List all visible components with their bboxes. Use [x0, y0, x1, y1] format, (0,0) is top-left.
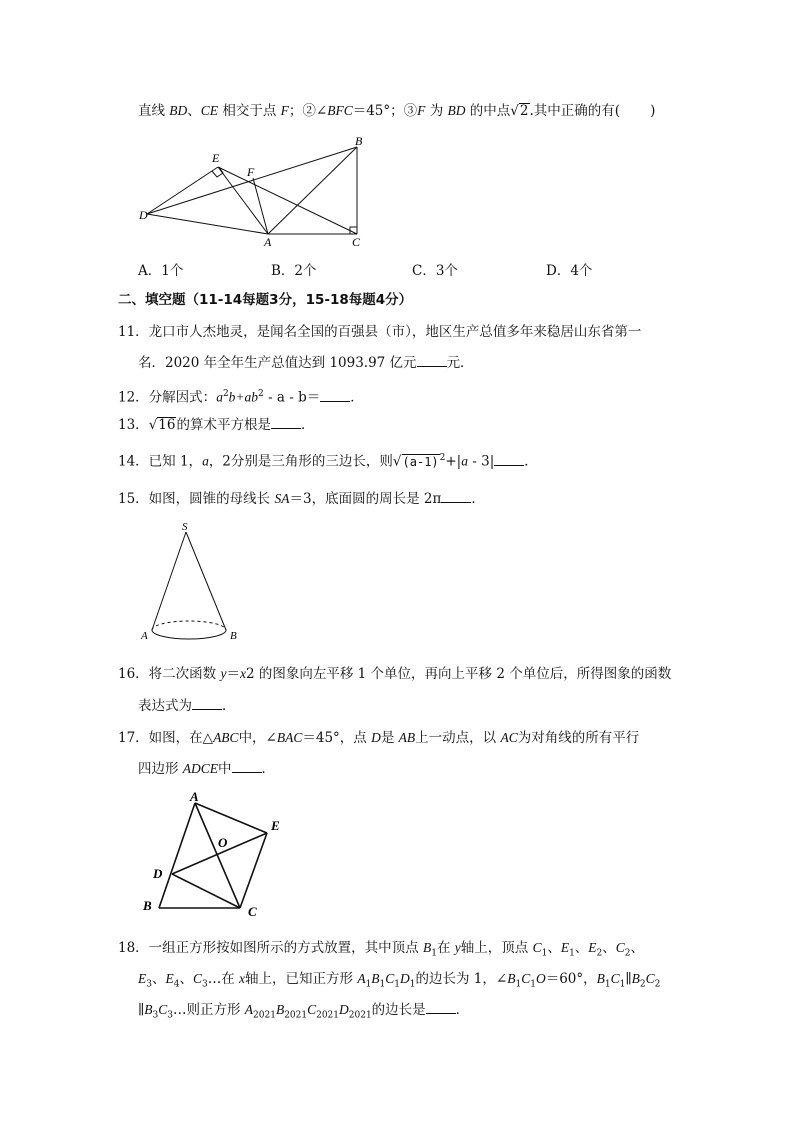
option-d: D．4个 [546, 263, 593, 279]
text: 的边长是 [371, 1002, 426, 1018]
q11-line2 [138, 354, 474, 372]
text: 17．如图，在△ [118, 730, 214, 746]
var: x [239, 666, 246, 681]
sub: 1 [619, 979, 626, 990]
text: 2 的图象向左平移 1 个单位，再向上平移 2 个单位后，所得图象的函数 [245, 666, 672, 682]
sub: 1 [604, 979, 611, 990]
answer-blank [426, 1001, 456, 1014]
text: ． [300, 417, 315, 433]
text: 名．2020 年全年生产总值达到 1093.97 亿元 [138, 355, 417, 371]
sub: 1 [569, 948, 575, 959]
text: 上一动点，以 [415, 730, 501, 746]
var: C [645, 971, 655, 986]
label-s: S [182, 521, 188, 533]
var: C [192, 971, 202, 986]
var: y [454, 940, 461, 955]
q17-line1 [118, 729, 639, 747]
text: ． [350, 389, 364, 406]
var: E [560, 940, 570, 955]
q10-statement-line: 直线 BD、CE 相交于点 F；②∠BFC＝45°；③F 为 BD 的中点√2.其中正确的有( ) [138, 103, 656, 119]
var-bd: BD [447, 103, 466, 118]
text: ) [650, 103, 656, 119]
text: 的边长为 1，∠ [415, 971, 508, 987]
text: 、 [187, 103, 201, 119]
text: …在 [207, 971, 240, 987]
text: 15．如图，圆锥的母线长 [118, 491, 275, 507]
option-c: C．3个 [412, 263, 458, 279]
label-b: B [230, 630, 237, 642]
text: 16．将二次函数 [118, 666, 221, 682]
sub: 2021 [348, 1010, 372, 1021]
text: +| [445, 453, 462, 470]
sub: 1 [365, 979, 372, 990]
sub: 2 [654, 979, 661, 990]
answer-blank [320, 389, 350, 402]
var: E [588, 940, 597, 955]
text: ＝3，底面圆的周长是 2π [289, 491, 442, 507]
var: SA [274, 491, 290, 506]
var: B [275, 1002, 285, 1017]
sub: 3 [167, 1010, 173, 1021]
label-b: B [355, 135, 363, 148]
var-f: F [280, 103, 289, 118]
text: 轴上，已知正方形 [245, 971, 358, 987]
text: 中 [218, 761, 232, 777]
var: ABC [213, 730, 239, 745]
text: 、 [602, 940, 616, 956]
text: 、 [179, 971, 193, 987]
q10-figure [135, 135, 375, 250]
text: 为对角线的所有平行 [517, 730, 640, 746]
sqrt-value: 16 [158, 417, 176, 433]
sub: 2 [596, 948, 603, 959]
text: ；②∠ [288, 103, 328, 119]
sub: 2021 [253, 1010, 276, 1021]
var-ce: CE [200, 103, 219, 118]
sub: 3 [152, 1010, 159, 1021]
q18-line3 [138, 1001, 469, 1025]
var: b+ab [228, 389, 259, 405]
section-heading: 二、填空题（11-14每题3分，15-18每题4分） [118, 292, 413, 308]
sub: 3 [201, 979, 208, 990]
var: B [422, 940, 432, 955]
text: ． [471, 491, 485, 507]
text: …则正方形 [172, 1002, 245, 1018]
var: A [244, 1002, 254, 1017]
var: y [220, 666, 227, 681]
exp: 2 [258, 389, 264, 399]
text: ＝60°， [545, 971, 597, 987]
text: 、 [630, 940, 645, 956]
text: 元． [446, 355, 474, 371]
label-a: A [141, 630, 148, 642]
sub: 1 [431, 948, 437, 959]
label-f: F [247, 165, 255, 179]
text: 14．已知 1， [118, 453, 203, 470]
answer-blank [441, 490, 471, 503]
label-a: A [264, 235, 272, 249]
text: ∥ [625, 971, 632, 987]
var: B [371, 971, 380, 986]
text: ＝ [226, 666, 240, 682]
var: D [371, 730, 381, 745]
text: - 3| [468, 453, 495, 470]
label-e: E [212, 151, 220, 165]
text: 表达式为 [138, 698, 192, 714]
sub: 2021 [284, 1010, 308, 1021]
var-f: F [417, 103, 426, 118]
label-c: C [352, 235, 361, 249]
sub: 1 [379, 979, 386, 990]
text: 是 [380, 730, 399, 746]
q17-line2 [138, 760, 275, 778]
text: 、 [547, 940, 561, 956]
text: .其中正确的有( [529, 103, 621, 119]
text: - a - b＝ [263, 389, 321, 406]
var: E [165, 971, 174, 986]
label-d: D [139, 208, 148, 222]
text: 为 [429, 103, 444, 119]
exp: 2 [439, 453, 446, 463]
answer-blank [232, 760, 262, 773]
text: 、 [574, 940, 589, 956]
var: a [461, 453, 468, 469]
var: AB [398, 730, 416, 745]
q14-line: 14．已知 1，a，2分别是三角形的三边长，则$√(a-1)^2+|a - 3|$ ． [118, 453, 538, 470]
text: ∥ [138, 1002, 145, 1018]
sub: 1 [515, 979, 522, 990]
sub: 2 [624, 948, 631, 959]
text: 的中点 [469, 103, 511, 119]
var: C [521, 971, 531, 986]
answer-blank [494, 453, 524, 466]
q12-line [118, 385, 364, 407]
sub: 1 [394, 979, 401, 990]
var: A [357, 971, 366, 986]
sub: 3 [146, 979, 152, 990]
q18-line2 [138, 970, 660, 994]
sub: 2021 [316, 1010, 340, 1021]
option-b: B．2个 [271, 263, 317, 279]
var: B [631, 971, 640, 986]
answer-blank [192, 697, 222, 710]
text: 13． [118, 417, 149, 433]
q16-line2 [138, 697, 236, 715]
q13-line: 13．√16的算术平方根是 ． [118, 417, 315, 433]
text: 轴上，顶点 [460, 940, 533, 956]
q18-line1 [118, 939, 644, 963]
text: 18．一组正方形按如图所示的方式放置，其中顶点 [118, 940, 423, 956]
text: 、 [151, 971, 166, 987]
text: ． [222, 698, 236, 714]
var-bfc: BFC [327, 103, 353, 118]
label-d: D [153, 866, 163, 881]
sub: 1 [530, 979, 536, 990]
var: C [307, 1002, 317, 1017]
var: D [339, 1002, 349, 1017]
text: ． [524, 453, 538, 470]
var: a [216, 389, 223, 405]
text: 相交于点 [222, 103, 277, 119]
answer-blank [417, 354, 447, 367]
text: 的算术平方根是 [176, 417, 271, 433]
label-a: A [190, 789, 199, 804]
text: 中，∠ [238, 730, 277, 746]
var: C [610, 971, 620, 986]
label-b: B [143, 898, 152, 913]
label-e: E [271, 818, 280, 833]
text: 在 [436, 940, 455, 956]
text: ． [455, 1002, 470, 1018]
sub: 1 [541, 948, 548, 959]
q11-line1: 11．龙口市人杰地灵，是闻名全国的百强县（市），地区生产总值多年来稳居山东省第一 [118, 324, 642, 340]
var: C [532, 940, 542, 955]
var: B [596, 971, 605, 986]
cone-figure [140, 518, 250, 648]
exp: 2 [222, 389, 229, 399]
q16-line1 [118, 665, 671, 683]
var-bd: BD [169, 103, 188, 118]
var: B [507, 971, 516, 986]
label-o: O [218, 835, 228, 850]
parallelogram-figure [135, 785, 295, 925]
text: 12．分解因式： [118, 389, 217, 406]
text: ． [261, 761, 276, 777]
text: ＝45°；③ [352, 103, 418, 119]
option-a: A．1个 [138, 263, 184, 279]
text: 直线 [138, 103, 165, 119]
var: C [615, 940, 625, 955]
text: ＝45°，点 [302, 730, 372, 746]
var: D [400, 971, 410, 986]
sub: 4 [173, 979, 180, 990]
sub: 2 [639, 979, 646, 990]
var: O [535, 971, 546, 986]
var: x [239, 971, 246, 986]
sqrt-value: 2 [519, 103, 529, 119]
sub: 1 [409, 979, 416, 990]
text: ，2分别是三角形的三边长，则 [208, 453, 393, 470]
label-c: C [248, 904, 257, 919]
var: C [385, 971, 395, 986]
var: AC [500, 730, 518, 745]
q15-line [118, 490, 485, 508]
text: 四边形 [138, 761, 183, 777]
var: B [144, 1002, 153, 1017]
sqrt-value: (a-1) [402, 454, 439, 469]
var: a [202, 453, 209, 469]
var: ADCE [182, 761, 219, 776]
var: C [158, 1002, 168, 1017]
answer-blank [271, 416, 301, 429]
var: E [138, 971, 147, 986]
var: BAC [276, 730, 303, 745]
